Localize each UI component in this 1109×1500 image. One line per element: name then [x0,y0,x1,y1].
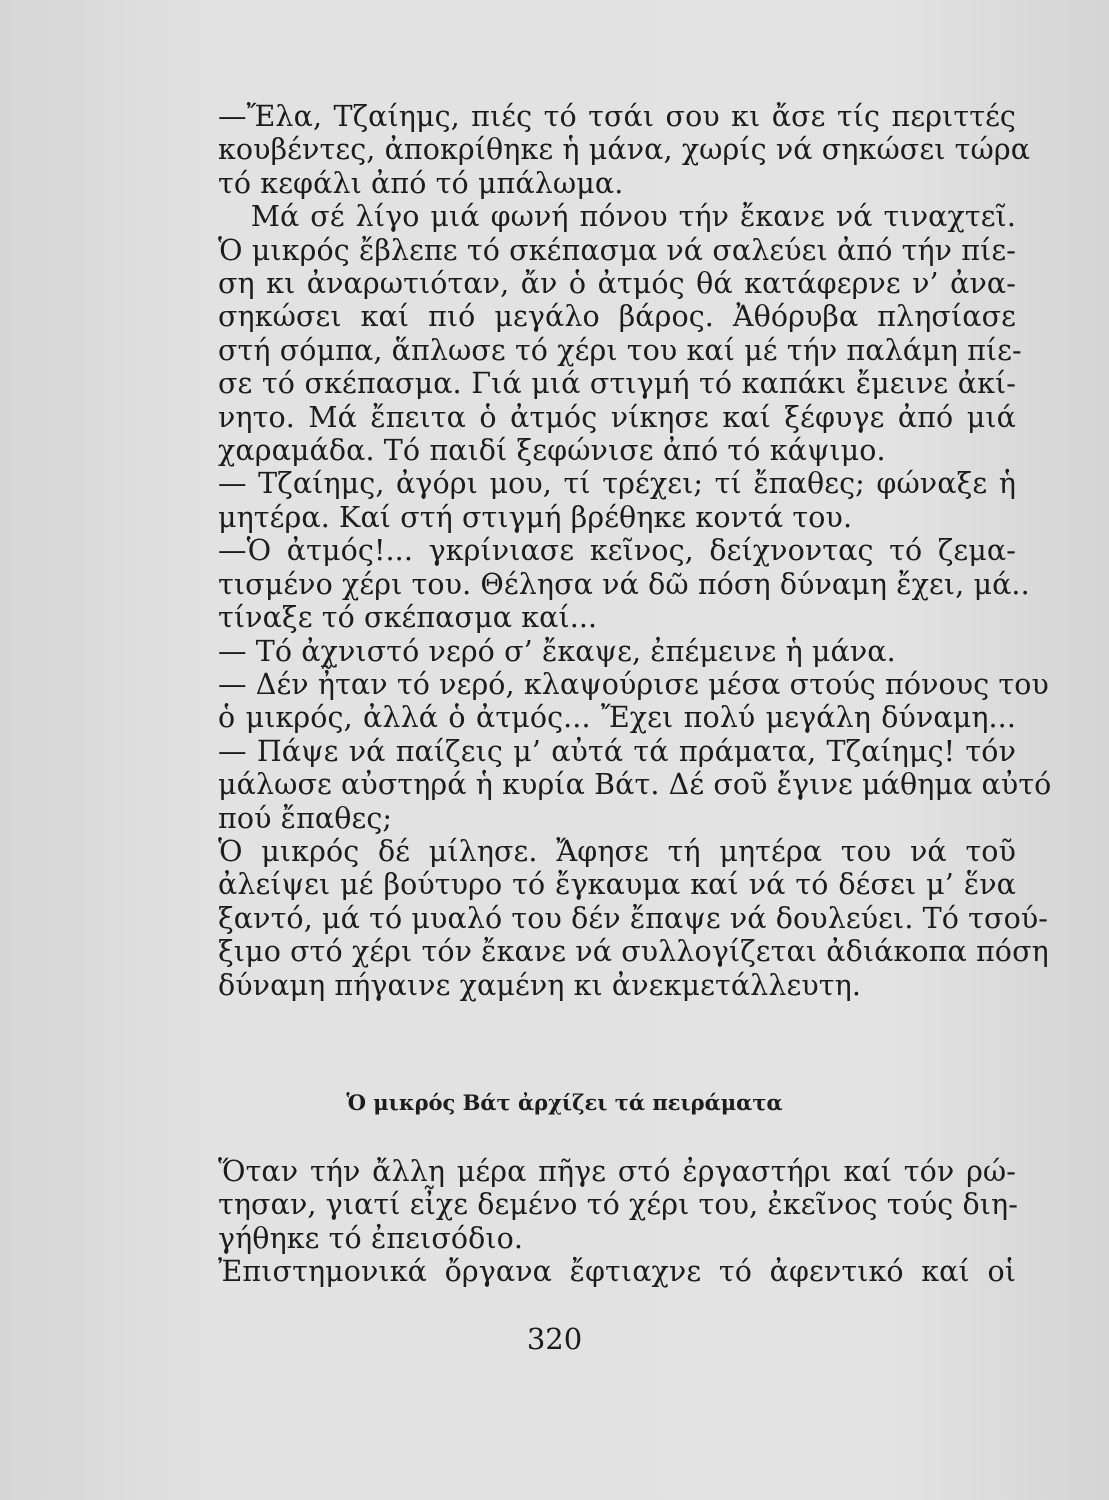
text-line: —Ὁ ἀτμός!... γκρίνιασε κεῖνος, δείχνοντας τό ζεμα- [218,534,1016,568]
text-line: —Ἔλα, Τζαίημς, πιές τό τσάι σου κι ἄσε τίς περιττές [218,100,1016,133]
text-line: ση κι ἀναρωτιόταν, ἄν ὁ ἀτμός θά κατάφερνε ν’ ἀνα- [218,267,1016,301]
text-line: νητο. Μά ἔπειτα ὁ ἀτμός νίκησε καί ξέφυγε ἀπό μιά [218,400,1016,434]
text-line: Ὁ μικρός δέ μίλησε. Ἄφησε τή μητέρα του νά τοῦ [218,834,1016,868]
text-line: — Δέν ἦταν τό νερό, κλαψούρισε μέσα στούς πόνους του [218,667,1049,701]
text-line: σε τό σκέπασμα. Γιά μιά στιγμή τό καπάκι ἔμεινε ἀκί- [218,367,1016,401]
text-line: — Πάψε νά παίζεις μ’ αὐτά τά πράματα, Τζαίημς! τόν [218,734,1016,768]
text-line: τό κεφάλι ἀπό τό μπάλωμα. [218,166,624,200]
text-line: μάλωσε αὐστηρά ἡ κυρία Βάτ. Δέ σοῦ ἔγινε μάθημα αὐτό [218,768,1052,802]
text-line: Ὁ μικρός ἔβλεπε τό σκέπασμα νά σαλεύει ἀπό τήν πίε- [218,233,1016,267]
page-number: 320 [526,1322,583,1356]
text-line: στή σόμπα, ἅπλωσε τό χέρι του καί μέ τήν παλάμη πίε- [218,333,1022,367]
text-line: πού ἔπαθες; [218,801,393,835]
text-line: ἀλείψει μέ βούτυρο τό ἔγκαυμα καί νά τό δέσει μ’ ἕνα [218,868,1016,902]
section-heading: Ὁ μικρός Βάτ ἀρχίζει τά πειράματα [346,1090,783,1115]
text-line: γήθηκε τό ἐπεισόδιο. [218,1221,524,1255]
text-line: ξιμο στό χέρι τόν ἔκανε νά συλλογίζεται ἀδιάκοπα πόση [218,935,1049,969]
text-line: δύναμη πήγαινε χαμένη κι ἀνεκμετάλλευτη. [218,968,861,1002]
text-line: Ἐπιστημονικά ὄργανα ἔφτιαχνε τό ἀφεντικό καί οἱ [218,1255,1016,1289]
text-line: τησαν, γιατί εἶχε δεμένο τό χέρι του, ἐκεῖνος τούς διη- [218,1188,1018,1222]
text-line: ξαντό, μά τό μυαλό του δέν ἔπαψε νά δουλεύει. Τό τσού- [218,901,1049,935]
text-line: Ὅταν τήν ἄλλη μέρα πῆγε στό ἐργαστήρι καί τόν ρώ- [218,1155,1016,1188]
text-line: κουβέντες, ἀποκρίθηκε ἡ μάνα, χωρίς νά σηκώσει τώρα [218,133,1031,167]
text-line: Μά σέ λίγο μιά φωνή πόνου τήν ἔκανε νά τιναχτεῖ. [218,200,1016,234]
text-line: σηκώσει καί πιό μεγάλο βάρος. Ἀθόρυβα πλησίασε [218,300,1016,334]
text-line: ὁ μικρός, ἀλλά ὁ ἀτμός... Ἔχει πολύ μεγάλη δύναμη... [218,701,1016,735]
text-line: χαραμάδα. Τό παιδί ξεφώνισε ἀπό τό κάψιμο. [218,434,886,468]
section-text [218,1155,1016,1289]
text-line: μητέρα. Καί στή στιγμή βρέθηκε κοντά του. [218,500,853,534]
text-line: — Τζαίημς, ἀγόρι μου, τί τρέχει; τί ἔπαθες; φώναξε ἡ [218,467,1016,501]
text-line: τισμένο χέρι του. Θέλησα νά δῶ πόση δύναμη ἔχει, μά.. [218,567,1030,601]
body-text [218,100,1052,1002]
text-line: — Τό ἀχνιστό νερό σ’ ἔκαψε, ἐπέμεινε ἡ μάνα. [218,634,896,668]
text-line: τίναξε τό σκέπασμα καί... [218,601,598,635]
